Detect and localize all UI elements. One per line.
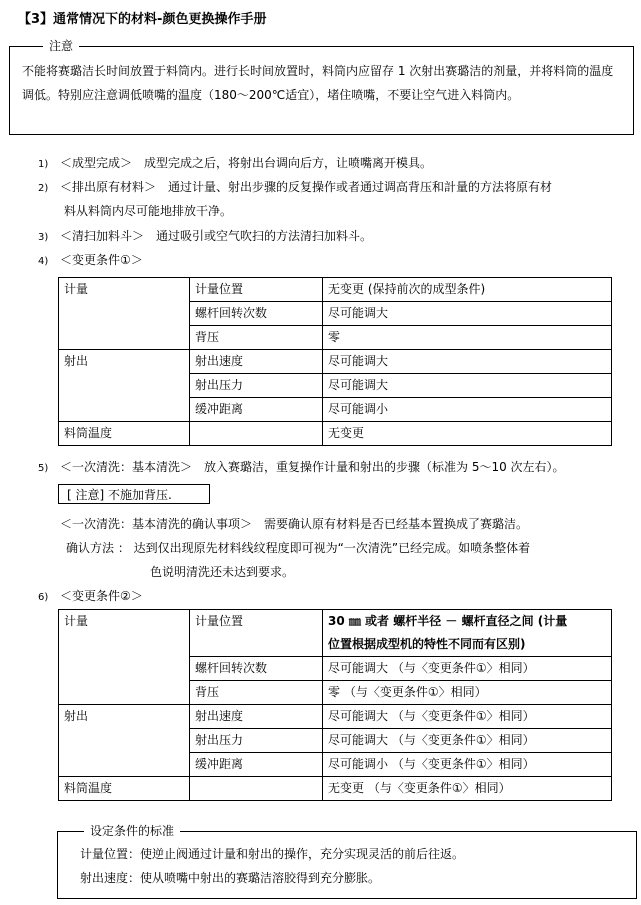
table-cell: 尽可能调大 [323, 350, 612, 374]
table-cell: 计量 [59, 610, 190, 705]
table-cell: 尽可能调大 （与〈变更条件①〉相同） [323, 729, 612, 753]
table-cell: 射出压力 [190, 374, 323, 398]
table-cell: 尽可能调大 [323, 302, 612, 326]
table-cell: 料筒温度 [59, 777, 190, 801]
table-cell: 缓冲距离 [190, 398, 323, 422]
step-text: ＜排出原有材料＞ 通过计量、射出步骤的反复操作或者通过调高背压和計量的方法将原有材 [60, 180, 553, 194]
table-cell: 背压 [190, 681, 323, 705]
step-2-continued: 料从料筒内尽可能地排放干净。 [64, 204, 233, 218]
step-4 [38, 250, 143, 272]
table-cell: 尽可能调小 [323, 398, 612, 422]
cell-line: 位置根据成型机的特性不同而有区别) [328, 637, 526, 651]
table-cell: 尽可能调大 （与〈变更条件①〉相同） [323, 657, 612, 681]
table-cell: 射出压力 [190, 729, 323, 753]
step-number: 6) [38, 592, 49, 603]
table-cell: 计量位置 [190, 278, 323, 302]
step-number: 3) [38, 232, 49, 243]
table-cell: 射出 [59, 350, 190, 422]
table-cell: 尽可能调大 （与〈变更条件①〉相同） [323, 705, 612, 729]
table-cell: 螺杆回转次数 [190, 657, 323, 681]
table-cell: 无变更 (保持前次的成型条件) [323, 278, 612, 302]
table-cell: 射出 [59, 705, 190, 777]
step-text: ＜变更条件②＞ [60, 589, 143, 603]
table-cell: 尽可能调大 [323, 374, 612, 398]
step-number: 2) [38, 183, 49, 194]
step-text: ＜成型完成＞ 成型完成之后，将射出台调向后方，让喷嘴离开模具。 [60, 156, 433, 170]
step-3 [38, 226, 372, 248]
table-cell [190, 422, 323, 446]
table-cell: 尽可能调小 （与〈变更条件①〉相同） [323, 753, 612, 777]
table-row [59, 610, 612, 657]
table-cell: 计量位置 [190, 610, 323, 657]
condition-table-1 [58, 277, 612, 446]
table-cell: 零 （与〈变更条件①〉相同） [323, 681, 612, 705]
cell-line: 30 ㎜ 或者 螺杆半径 － 螺杆直径之间 (计量 [328, 614, 568, 628]
table-cell: 射出速度 [190, 350, 323, 374]
note-label: 注意 [43, 38, 79, 54]
table-cell: 计量 [59, 278, 190, 350]
table-cell: 缓冲距离 [190, 753, 323, 777]
table-row [59, 705, 612, 729]
confirm-method-continued: 色说明清洗还未达到要求。 [150, 565, 295, 579]
table-row [59, 777, 612, 801]
standard-box [57, 824, 637, 899]
attention-box: [ 注意] 不施加背压. [58, 484, 210, 504]
standard-line: 计量位置：使逆止阀通过计量和射出的操作，充分实现灵活的前后往返。 [80, 847, 465, 861]
table-cell: 无变更 [323, 422, 612, 446]
table-cell: 料筒温度 [59, 422, 190, 446]
step-number: 5) [38, 463, 49, 474]
table-row [59, 422, 612, 446]
step-number: 1) [38, 159, 49, 170]
standard-line: 射出速度：使从喷嘴中射出的赛璐洁溶胶得到充分膨胀。 [80, 871, 381, 885]
table-cell [190, 777, 323, 801]
table-cell [323, 610, 612, 657]
table-cell: 射出速度 [190, 705, 323, 729]
step-text: ＜清扫加料斗＞ 通过吸引或空气吹扫的方法清扫加料斗。 [60, 229, 373, 243]
confirm-method: 确认方法 ： 达到仅出现原先材料线纹程度即可视为“一次清洗”已经完成。如喷条整体着 [66, 541, 531, 555]
table-row [59, 350, 612, 374]
page-title: 【3】通常情况下的材料-颜色更换操作手册 [18, 12, 267, 27]
step-text: ＜一次清洗：基本清洗＞ 放入赛璐洁，重复操作计量和射出的步骤（标准为 5～10 次左右）。 [60, 460, 565, 474]
step-6 [38, 586, 143, 608]
table-cell: 背压 [190, 326, 323, 350]
table-cell: 零 [323, 326, 612, 350]
table-cell: 无变更 （与〈变更条件①〉相同） [323, 777, 612, 801]
step-2 [38, 177, 552, 199]
step-text: ＜变更条件①＞ [60, 253, 143, 267]
standard-label: 设定条件的标准 [84, 823, 180, 839]
table-row [59, 278, 612, 302]
note-text: 不能将赛璐洁长时间放置于料筒内。进行长时间放置时，料筒内应留存 1 次射出赛璐洁的剂量，并将料筒的温度调低。特别应注意调低喷嘴的温度（180～200℃适宜），堵住喷嘴，不要让空气进入料筒内。 [22, 64, 614, 102]
step-5 [38, 457, 565, 479]
step-number: 4) [38, 256, 49, 267]
note-box [9, 39, 634, 135]
confirm-heading: ＜一次清洗：基本清洗的确认事项＞ 需要确认原有材料是否已经基本置换成了赛璐洁。 [60, 517, 529, 531]
step-1 [38, 153, 432, 175]
condition-table-2 [58, 609, 612, 801]
table-cell: 螺杆回转次数 [190, 302, 323, 326]
